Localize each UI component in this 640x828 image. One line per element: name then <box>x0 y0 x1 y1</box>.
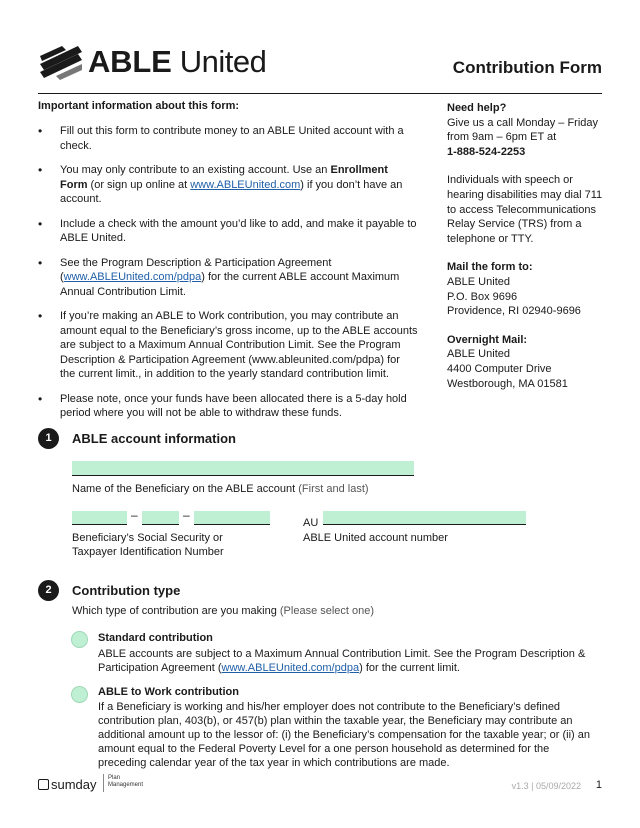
beneficiary-name-label <box>72 482 369 496</box>
au-prefix: AU <box>303 517 319 529</box>
header-divider <box>38 93 602 94</box>
question-hint: (Please select one) <box>279 605 375 617</box>
contribution-question <box>72 604 374 618</box>
ssn-part-3-field[interactable] <box>194 511 270 525</box>
ssn-label-1: Beneficiary’s Social Security or <box>72 532 223 544</box>
bullet-4-post: ) for the current ABLE account Maximum Annual Contribution Limit. <box>60 271 400 298</box>
section-2-title: Contribution type <box>72 583 181 598</box>
section-1-title: ABLE account information <box>72 431 236 446</box>
tty-text: Individuals with speech or hearing disabilities may dial 711 to access Telecommunications Relay Service (TRS) from a telephone or TTY. <box>447 174 603 245</box>
name-hint-text: (First and last) <box>298 483 369 495</box>
intro-bullet-5 <box>38 309 418 382</box>
mail-line-3: Providence, RI 02940-9696 <box>447 305 581 318</box>
overnight-heading: Overnight Mail: <box>447 333 528 346</box>
question-text: Which type of contribution are you making <box>72 605 277 617</box>
bullet-5-text: If you’re making an ABLE to Work contribution, you may contribute an amount equal to the Beneficiary’s gross income, up to the ABLE accounts are subject to a Maximum Annual Contribution Limit. See the Program Description & Participation Agreement (www.ableunited.com/pdpa) for the current limit., in addition to the yearly standard contribution limit. <box>60 310 418 380</box>
ssn-dash-1: – <box>131 508 138 522</box>
able-to-work-radio[interactable] <box>71 686 88 703</box>
opt1-post: ) for the current limit. <box>359 662 460 674</box>
account-number-field[interactable] <box>323 511 526 525</box>
form-title: Contribution Form <box>452 58 602 77</box>
sumday-icon <box>38 779 49 790</box>
beneficiary-name-field[interactable] <box>72 461 414 476</box>
account-number-label: ABLE United account number <box>303 532 448 544</box>
brand-bold: ABLE <box>88 44 172 79</box>
able-to-work-text: If a Beneficiary is working and his/her employer does not contribute to the Beneficiary’s defined contribution plan, 403(b), or 457(b) plan within the taxable year, the Beneficiary may contribute an additional amount up to the lessor of: (i) the Beneficiary’s compensation for the taxable year; or (ii) an amount equal to the Federal Poverty Level for a one person household as determined for the preceding calendar year of the tax year in which contributions are made. <box>98 701 591 769</box>
footer-plan-management <box>108 775 143 789</box>
standard-contribution-radio[interactable] <box>71 631 88 648</box>
opt1-pdpa-link[interactable]: www.ABLEUnited.com/pdpa <box>221 662 360 674</box>
bullet-2-mid: (or sign up online at <box>87 178 191 191</box>
bullet-1-text: Fill out this form to contribute money to an ABLE United account with a check. <box>60 125 404 152</box>
brand-thin: United <box>179 44 267 79</box>
footer-sub-1: Plan <box>108 775 121 781</box>
sumday-text: sumday <box>51 777 97 792</box>
opt1-text: ABLE accounts are subject to a Maximum Annual Contribution Limit. See the Program Description & Participation Agreement ( <box>98 648 586 674</box>
intro-bullet-6 <box>38 392 418 421</box>
section-2-number: 2 <box>38 580 59 601</box>
help-sidebar <box>447 101 607 405</box>
section-1-number: 1 <box>38 428 59 449</box>
bullet-4-text: See the Program Description & Participation Agreement ( <box>60 256 332 283</box>
mail-line-2: P.O. Box 9696 <box>447 290 518 303</box>
ssn-part-2-field[interactable] <box>142 511 179 525</box>
standard-contribution-text <box>98 647 588 675</box>
footer-divider <box>103 774 104 792</box>
bullet-6-text: Please note, once your funds have been allocated there is a 5-day hold period where you will not be able to withdraw these funds. <box>60 392 407 419</box>
footer-sub-2: Management <box>108 782 144 788</box>
intro-bullet-4 <box>38 256 418 300</box>
able-to-work-title: ABLE to Work contribution <box>98 686 239 698</box>
intro-bullet-3 <box>38 217 418 246</box>
brand-logo-text <box>88 44 266 80</box>
overnight-line-2: 4400 Computer Drive <box>447 362 552 375</box>
able-united-logo-icon <box>38 46 84 82</box>
enrollment-form-text: Enrollment Form <box>60 164 388 191</box>
intro-heading: Important information about this form: <box>38 100 240 112</box>
bullet-2-text: You may only contribute to an existing account. Use an <box>60 164 331 176</box>
ssn-label-2: Taxpayer Identification Number <box>72 546 224 558</box>
overnight-line-1: ABLE United <box>447 348 510 361</box>
sumday-logo <box>38 777 97 792</box>
mail-heading: Mail the form to: <box>447 261 533 274</box>
bullet-2-post: ) if you don’t have an account. <box>60 178 403 205</box>
page-number: 1 <box>595 779 602 791</box>
pdpa-link[interactable]: www.ABLEUnited.com/pdpa <box>63 271 202 283</box>
intro-bullet-2 <box>38 163 418 207</box>
name-label-text: Name of the Beneficiary on the ABLE account <box>72 483 296 495</box>
intro-bullet-list <box>38 124 418 431</box>
ssn-dash-2: – <box>183 508 190 522</box>
intro-bullet-1 <box>38 124 418 153</box>
help-text: Give us a call Monday – Friday from 9am – 6pm ET at <box>447 116 599 144</box>
ssn-part-1-field[interactable] <box>72 511 127 525</box>
mail-line-1: ABLE United <box>447 275 510 288</box>
ableunited-link[interactable]: www.ABLEUnited.com <box>190 178 301 191</box>
version-text: v1.3 | 05/09/2022 <box>511 781 581 791</box>
help-heading: Need help? <box>447 102 507 114</box>
bullet-3-text: Include a check with the amount you’d like to add, and make it payable to ABLE United. <box>60 217 417 244</box>
phone-number[interactable]: 1-888-524-2253 <box>447 145 526 158</box>
overnight-line-3: Westborough, MA 01581 <box>447 377 568 390</box>
standard-contribution-title: Standard contribution <box>98 632 213 644</box>
